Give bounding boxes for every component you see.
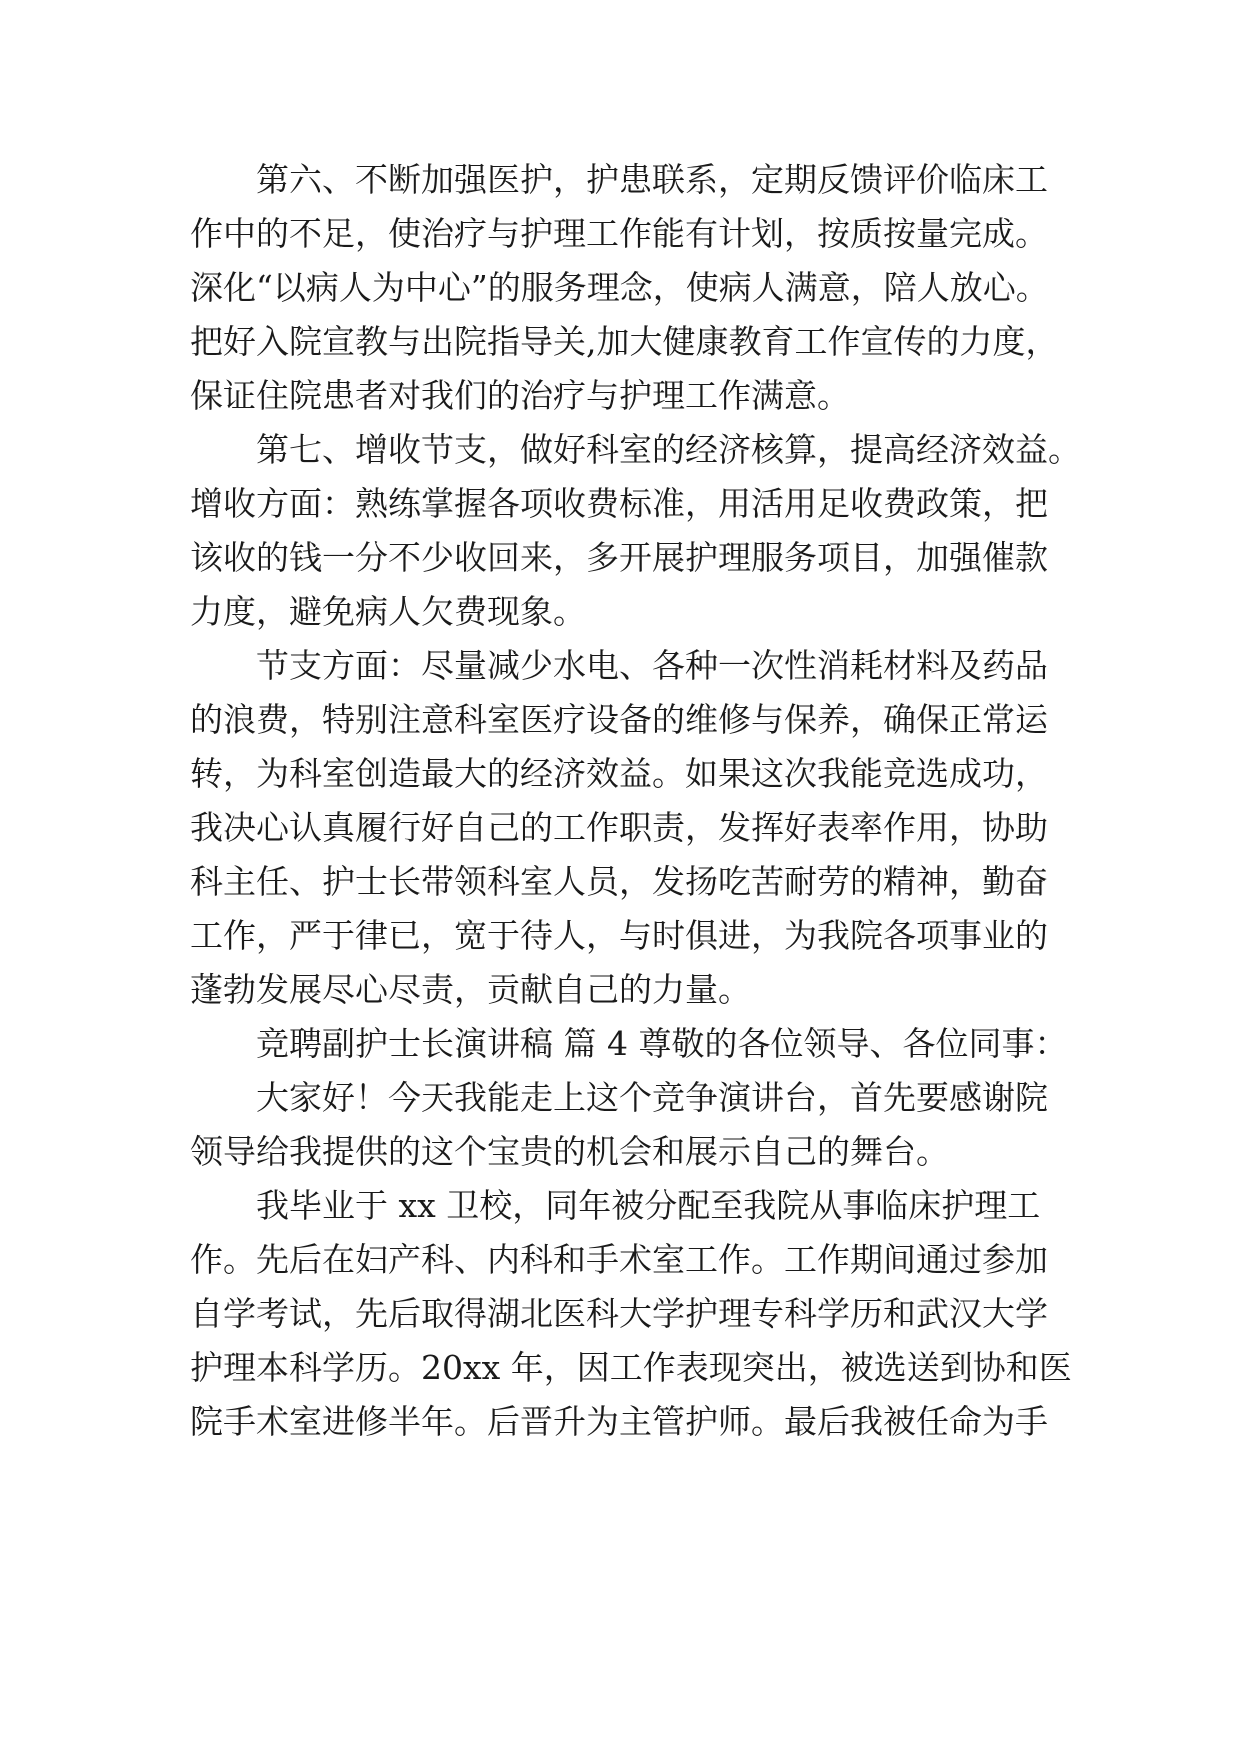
- text-line: 蓬勃发展尽心尽责，贡献自己的力量。: [190, 970, 751, 1009]
- text-line: 把好入院宣教与出院指导关,加大健康教育工作宣传的力度，: [190, 322, 1059, 361]
- section-heading-line: 竞聘副护士长演讲稿 篇 4 尊敬的各位领导、各位同事：: [256, 1024, 1068, 1063]
- text-line: 力度，避免病人欠费现象。: [190, 592, 586, 631]
- text-line: 增收方面：熟练掌握各项收费标准，用活用足收费政策，把: [190, 484, 1048, 523]
- text-line: 自学考试，先后取得湖北医科大学护理专科学历和武汉大学: [190, 1294, 1048, 1333]
- text-line: 大家好！今天我能走上这个竞争演讲台，首先要感谢院: [256, 1078, 1048, 1117]
- text-line: 我毕业于 xx 卫校，同年被分配至我院从事临床护理工: [256, 1186, 1041, 1225]
- text-line: 的浪费，特别注意科室医疗设备的维修与保养，确保正常运: [190, 700, 1048, 739]
- text-line: 转，为科室创造最大的经济效益。如果这次我能竞选成功，: [190, 754, 1048, 793]
- text-line: 作。先后在妇产科、内科和手术室工作。工作期间通过参加: [190, 1240, 1048, 1279]
- text-line: 我决心认真履行好自己的工作职责，发挥好表率作用，协助: [190, 808, 1048, 847]
- text-line: 工作，严于律已，宽于待人，与时俱进，为我院各项事业的: [190, 916, 1048, 955]
- text-line: 院手术室进修半年。后晋升为主管护师。最后我被任命为手: [190, 1402, 1048, 1441]
- text-line: 护理本科学历。20xx 年，因工作表现突出，被选送到协和医: [190, 1348, 1072, 1387]
- text-line: 科主任、护士长带领科室人员，发扬吃苦耐劳的精神，勤奋: [190, 862, 1048, 901]
- text-line: 第七、增收节支，做好科室的经济核算，提高经济效益。: [256, 430, 1081, 469]
- text-line: 领导给我提供的这个宝贵的机会和展示自己的舞台。: [190, 1132, 949, 1171]
- text-line: 作中的不足，使治疗与护理工作能有计划，按质按量完成。: [190, 214, 1048, 253]
- text-line: 节支方面：尽量减少水电、各种一次性消耗材料及药品: [256, 646, 1048, 685]
- text-line: 保证住院患者对我们的治疗与护理工作满意。: [190, 376, 850, 415]
- text-line: 深化“以病人为中心”的服务理念，使病人满意，陪人放心。: [190, 268, 1049, 307]
- text-line: 第六、不断加强医护，护患联系，定期反馈评价临床工: [256, 160, 1048, 199]
- text-line: 该收的钱一分不少收回来，多开展护理服务项目，加强催款: [190, 538, 1048, 577]
